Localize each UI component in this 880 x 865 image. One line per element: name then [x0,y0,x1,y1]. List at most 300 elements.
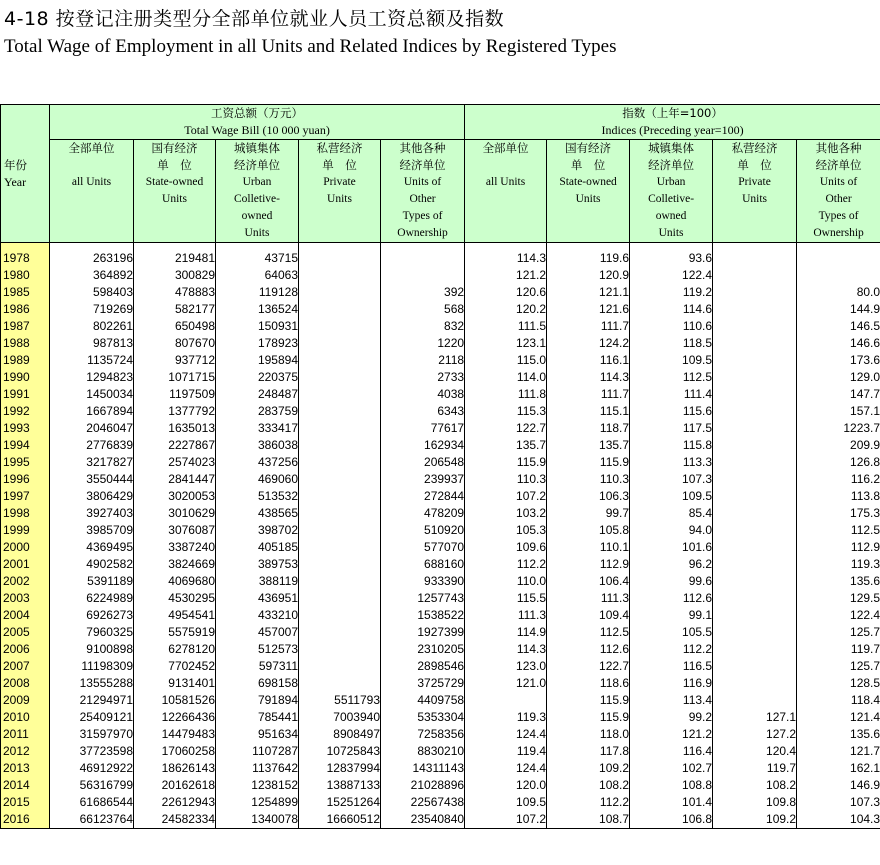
wage-cell [299,284,381,301]
wage-cell: 10725843 [299,743,381,760]
wage-cell: 433210 [216,607,299,624]
index-cell: 146.9 [797,777,880,794]
index-cell: 109.5 [465,794,547,811]
index-cell: 109.5 [630,488,713,505]
index-cell: 107.3 [797,794,880,811]
year-cell: 1988 [1,335,50,352]
table-row [1,675,880,692]
year-cell: 2008 [1,675,50,692]
wage-cell [299,250,381,267]
index-cell: 115.0 [465,352,547,369]
wage-cell: 195894 [216,352,299,369]
index-cell: 107.3 [630,471,713,488]
index-column-header-4 [797,140,880,243]
year-cell: 2002 [1,573,50,590]
wage-cell: 5353304 [381,709,465,726]
wage-cell: 2898546 [381,658,465,675]
wage-cell: 457007 [216,624,299,641]
index-cell [713,590,797,607]
wage-cell: 1107287 [216,743,299,760]
year-cell: 1996 [1,471,50,488]
index-column-header-0 [465,140,547,243]
wage-cell: 15251264 [299,794,381,811]
wage-cell: 1254899 [216,794,299,811]
index-cell [713,573,797,590]
year-cell: 1985 [1,284,50,301]
wage-cell [299,607,381,624]
year-cell: 1997 [1,488,50,505]
table-title-english: Total Wage of Employment in all Units and Related Indices by Registered Types [4,36,617,57]
table-body [1,243,880,829]
year-header [1,105,50,243]
wage-cell: 802261 [50,318,134,335]
wage-cell: 150931 [216,318,299,335]
wage-cell: 1340078 [216,811,299,829]
index-cell: 121.2 [630,726,713,743]
column-header-en-line: Units [658,227,684,239]
wage-cell: 3725729 [381,675,465,692]
table-row [1,573,880,590]
wage-cell [299,556,381,573]
index-cell: 112.9 [797,539,880,556]
index-cell: 112.5 [547,624,630,641]
column-header-en-line: Units [327,193,352,205]
wage-cell: 4369495 [50,539,134,556]
index-cell: 124.4 [465,726,547,743]
index-cell: 112.6 [547,641,630,658]
index-cell: 114.3 [465,250,547,267]
wage-cell: 436951 [216,590,299,607]
index-cell: 135.7 [547,437,630,454]
table-row [1,352,880,369]
year-cell: 2006 [1,641,50,658]
wage-cell [299,386,381,403]
index-cell: 108.7 [547,811,630,829]
table-row [1,284,880,301]
index-cell: 112.5 [797,522,880,539]
wage-cell: 300829 [134,267,216,284]
wage-cell: 437256 [216,454,299,471]
wage-cell: 263196 [50,250,134,267]
index-cell: 106.4 [547,573,630,590]
index-cell: 108.2 [547,777,630,794]
wage-cell: 389753 [216,556,299,573]
index-cell: 119.4 [465,743,547,760]
column-header-row [1,140,880,243]
wage-column-header-0 [50,140,134,243]
wage-cell [299,403,381,420]
index-cell: 105.8 [547,522,630,539]
index-cell [713,641,797,658]
index-cell: 127.1 [713,709,797,726]
index-cell: 114.6 [630,301,713,318]
year-cell: 1992 [1,403,50,420]
wage-cell: 5511793 [299,692,381,709]
wage-cell: 3824669 [134,556,216,573]
wage-cell: 6224989 [50,590,134,607]
wage-cell: 5391189 [50,573,134,590]
year-cell: 1980 [1,267,50,284]
wage-cell: 272844 [381,488,465,505]
index-cell: 99.1 [630,607,713,624]
index-cell: 129.5 [797,590,880,607]
year-cell: 2000 [1,539,50,556]
index-cell [713,369,797,386]
index-cell: 118.0 [547,726,630,743]
index-cell: 115.9 [547,692,630,709]
index-cell: 135.6 [797,573,880,590]
index-cell: 117.8 [547,743,630,760]
wage-cell: 22567438 [381,794,465,811]
wage-cell: 6926273 [50,607,134,624]
wage-cell: 7702452 [134,658,216,675]
wage-cell [299,352,381,369]
year-cell: 2012 [1,743,50,760]
column-header-cn-line: 国有经济 [151,141,198,155]
index-cell: 108.2 [713,777,797,794]
wage-cell: 1238152 [216,777,299,794]
year-cell: 1987 [1,318,50,335]
index-cell: 119.7 [797,641,880,658]
index-cell: 119.7 [713,760,797,777]
index-cell: 120.6 [465,284,547,301]
wage-cell: 398702 [216,522,299,539]
wage-cell [299,301,381,318]
wage-column-header-3 [299,140,381,243]
index-cell: 109.8 [713,794,797,811]
column-header-en-line: Urban [242,176,272,188]
column-header-en-line: Units [244,227,270,239]
year-cell: 2009 [1,692,50,709]
index-cell: 129.0 [797,369,880,386]
wage-cell: 698158 [216,675,299,692]
column-header-cn-line: 全部单位 [68,141,115,155]
wage-cell: 64063 [216,267,299,284]
column-header-en-line: State-owned [559,176,617,188]
year-cell: 1994 [1,437,50,454]
wage-cell: 136524 [216,301,299,318]
column-header-cn-line: 经济单位 [815,158,862,172]
wage-bill-group-cn: 工资总额（万元） [211,106,304,120]
index-cell: 109.6 [465,539,547,556]
wage-cell [299,454,381,471]
wage-cell: 12837994 [299,760,381,777]
index-cell: 111.5 [465,318,547,335]
wage-cell: 3806429 [50,488,134,505]
wage-cell [299,590,381,607]
wage-cell: 512573 [216,641,299,658]
wage-cell [381,267,465,284]
index-cell: 107.2 [465,811,547,829]
index-cell [713,301,797,318]
index-cell: 114.9 [465,624,547,641]
column-header-cn-line: 单 位 [322,158,357,172]
wage-cell [299,641,381,658]
spacer-row [1,243,880,251]
wage-column-header-1 [134,140,216,243]
index-cell: 103.2 [465,505,547,522]
index-cell: 108.8 [630,777,713,794]
year-cell: 2016 [1,811,50,829]
index-cell: 115.3 [465,403,547,420]
table-row [1,777,880,794]
index-cell [797,267,880,284]
table-row [1,692,880,709]
index-cell [713,539,797,556]
wage-bill-group-header [50,105,465,140]
wage-cell: 31597970 [50,726,134,743]
wage-cell: 3217827 [50,454,134,471]
index-cell: 119.3 [465,709,547,726]
wage-cell: 1257743 [381,590,465,607]
index-cell: 110.6 [630,318,713,335]
index-cell: 112.2 [547,794,630,811]
index-cell: 112.2 [465,556,547,573]
table-row [1,386,880,403]
index-cell: 115.9 [547,454,630,471]
year-cell: 1991 [1,386,50,403]
index-cell: 99.7 [547,505,630,522]
wage-cell: 18626143 [134,760,216,777]
index-cell [713,420,797,437]
index-cell: 146.6 [797,335,880,352]
table-row [1,335,880,352]
year-header-cn: 年份 [4,157,27,172]
wage-cell: 21294971 [50,692,134,709]
wage-cell: 1197509 [134,386,216,403]
index-cell [797,250,880,267]
table-row [1,624,880,641]
wage-cell: 56316799 [50,777,134,794]
wage-cell: 388119 [216,573,299,590]
year-cell: 1993 [1,420,50,437]
wage-cell: 568 [381,301,465,318]
table-row [1,420,880,437]
wage-cell: 4902582 [50,556,134,573]
wage-cell: 510920 [381,522,465,539]
index-column-header-2 [630,140,713,243]
wage-cell: 4409758 [381,692,465,709]
index-cell [713,352,797,369]
wage-cell: 405185 [216,539,299,556]
wage-cell: 2841447 [134,471,216,488]
index-cell: 113.4 [630,692,713,709]
table-row [1,454,880,471]
index-cell: 85.4 [630,505,713,522]
wage-cell: 469060 [216,471,299,488]
wage-cell: 3985709 [50,522,134,539]
year-header-en: Year [4,174,27,189]
index-cell: 114.3 [547,369,630,386]
index-cell: 117.5 [630,420,713,437]
wage-column-header-2 [216,140,299,243]
index-cell: 175.3 [797,505,880,522]
index-cell: 109.2 [547,760,630,777]
index-cell: 116.2 [797,471,880,488]
wage-cell: 1135724 [50,352,134,369]
wage-cell: 9131401 [134,675,216,692]
year-cell: 1999 [1,522,50,539]
table-row [1,250,880,267]
column-header-en-line: State-owned [145,176,204,188]
index-cell: 107.2 [465,488,547,505]
index-cell: 101.6 [630,539,713,556]
wage-cell: 46912922 [50,760,134,777]
index-cell: 109.5 [630,352,713,369]
index-cell: 111.4 [630,386,713,403]
index-cell: 147.7 [797,386,880,403]
year-cell: 1989 [1,352,50,369]
index-cell: 80.0 [797,284,880,301]
wage-cell: 16660512 [299,811,381,829]
index-cell: 125.7 [797,658,880,675]
index-cell: 146.5 [797,318,880,335]
wage-cell: 20162618 [134,777,216,794]
wage-cell: 832 [381,318,465,335]
column-header-en-line: Units of [403,176,442,188]
table-header [1,105,880,243]
index-cell: 120.2 [465,301,547,318]
wage-cell: 7960325 [50,624,134,641]
index-cell: 110.3 [465,471,547,488]
column-header-cn-line: 经济单位 [234,158,280,172]
column-header-cn-line: 国有经济 [565,141,612,155]
wage-cell: 23540840 [381,811,465,829]
wage-cell: 13555288 [50,675,134,692]
table-row [1,641,880,658]
column-header-en-line: Ownership [397,227,448,239]
wage-cell: 2118 [381,352,465,369]
column-header-en-line: owned [241,210,273,222]
year-cell: 1990 [1,369,50,386]
wage-cell: 937712 [134,352,216,369]
column-header-cn-line: 单 位 [737,158,772,172]
wage-cell [299,318,381,335]
index-cell: 113.3 [630,454,713,471]
wage-cell: 688160 [381,556,465,573]
index-cell: 124.4 [465,760,547,777]
index-cell: 110.3 [547,471,630,488]
wage-cell [299,675,381,692]
index-cell: 111.3 [465,607,547,624]
wage-cell: 1538522 [381,607,465,624]
wage-cell: 582177 [134,301,216,318]
index-cell: 124.2 [547,335,630,352]
wage-cell: 6343 [381,403,465,420]
wage-cell: 2227867 [134,437,216,454]
index-cell: 115.9 [465,454,547,471]
index-cell: 126.8 [797,454,880,471]
year-cell: 1995 [1,454,50,471]
wage-cell: 119128 [216,284,299,301]
index-cell [713,318,797,335]
index-cell [713,658,797,675]
index-cell: 121.0 [465,675,547,692]
index-cell: 120.0 [465,777,547,794]
wage-cell [299,624,381,641]
column-header-cn-line: 私营经济 [731,141,778,155]
wage-cell [299,420,381,437]
wage-cell: 2733 [381,369,465,386]
wage-cell: 1635013 [134,420,216,437]
column-header-cn-line: 经济单位 [648,158,695,172]
table-row [1,726,880,743]
wage-cell: 3076087 [134,522,216,539]
wage-cell: 478883 [134,284,216,301]
index-cell [713,692,797,709]
index-cell: 102.7 [630,760,713,777]
column-header-en-line: all Units [485,176,526,188]
table-row [1,658,880,675]
table-row [1,403,880,420]
wage-cell: 178923 [216,335,299,352]
wage-cell: 4954541 [134,607,216,624]
wage-cell [299,505,381,522]
wage-cell: 13887133 [299,777,381,794]
table-row [1,488,880,505]
wage-cell: 8908497 [299,726,381,743]
index-cell: 101.4 [630,794,713,811]
wage-cell: 77617 [381,420,465,437]
wage-cell: 364892 [50,267,134,284]
index-cell [713,675,797,692]
index-cell: 173.6 [797,352,880,369]
index-cell: 121.2 [465,267,547,284]
column-header-en-line: Ownership [813,227,864,239]
wage-cell [299,522,381,539]
index-cell [713,607,797,624]
wage-cell: 14479483 [134,726,216,743]
table-row [1,539,880,556]
wage-cell: 333417 [216,420,299,437]
table-row [1,437,880,454]
index-cell: 116.1 [547,352,630,369]
index-cell [713,624,797,641]
index-cell: 121.6 [547,301,630,318]
column-header-cn-line: 城镇集体 [648,141,695,155]
indices-group-en: Indices (Preceding year=100) [601,123,744,137]
column-header-cn-line: 私营经济 [316,141,363,155]
index-cell [713,454,797,471]
index-cell: 110.0 [465,573,547,590]
index-cell: 115.1 [547,403,630,420]
wage-cell: 9100898 [50,641,134,658]
index-cell: 144.9 [797,301,880,318]
wage-cell: 577070 [381,539,465,556]
index-cell: 96.2 [630,556,713,573]
index-cell: 119.6 [547,250,630,267]
wage-cell: 3927403 [50,505,134,522]
table-row [1,556,880,573]
column-header-cn-line: 其他各种 [815,141,862,155]
wage-cell: 438565 [216,505,299,522]
wage-cell: 3550444 [50,471,134,488]
column-header-en-line: Units of [819,176,858,188]
wage-cell: 220375 [216,369,299,386]
index-cell: 99.6 [630,573,713,590]
index-cell [713,386,797,403]
wage-cell: 4069680 [134,573,216,590]
index-cell: 122.7 [465,420,547,437]
wage-cell: 24582334 [134,811,216,829]
index-cell: 112.5 [630,369,713,386]
index-cell: 115.6 [630,403,713,420]
column-header-en-line: Urban [656,176,686,188]
column-header-cn-line: 单 位 [570,158,606,172]
wage-cell: 61686544 [50,794,134,811]
index-cell: 125.7 [797,624,880,641]
index-cell: 110.1 [547,539,630,556]
